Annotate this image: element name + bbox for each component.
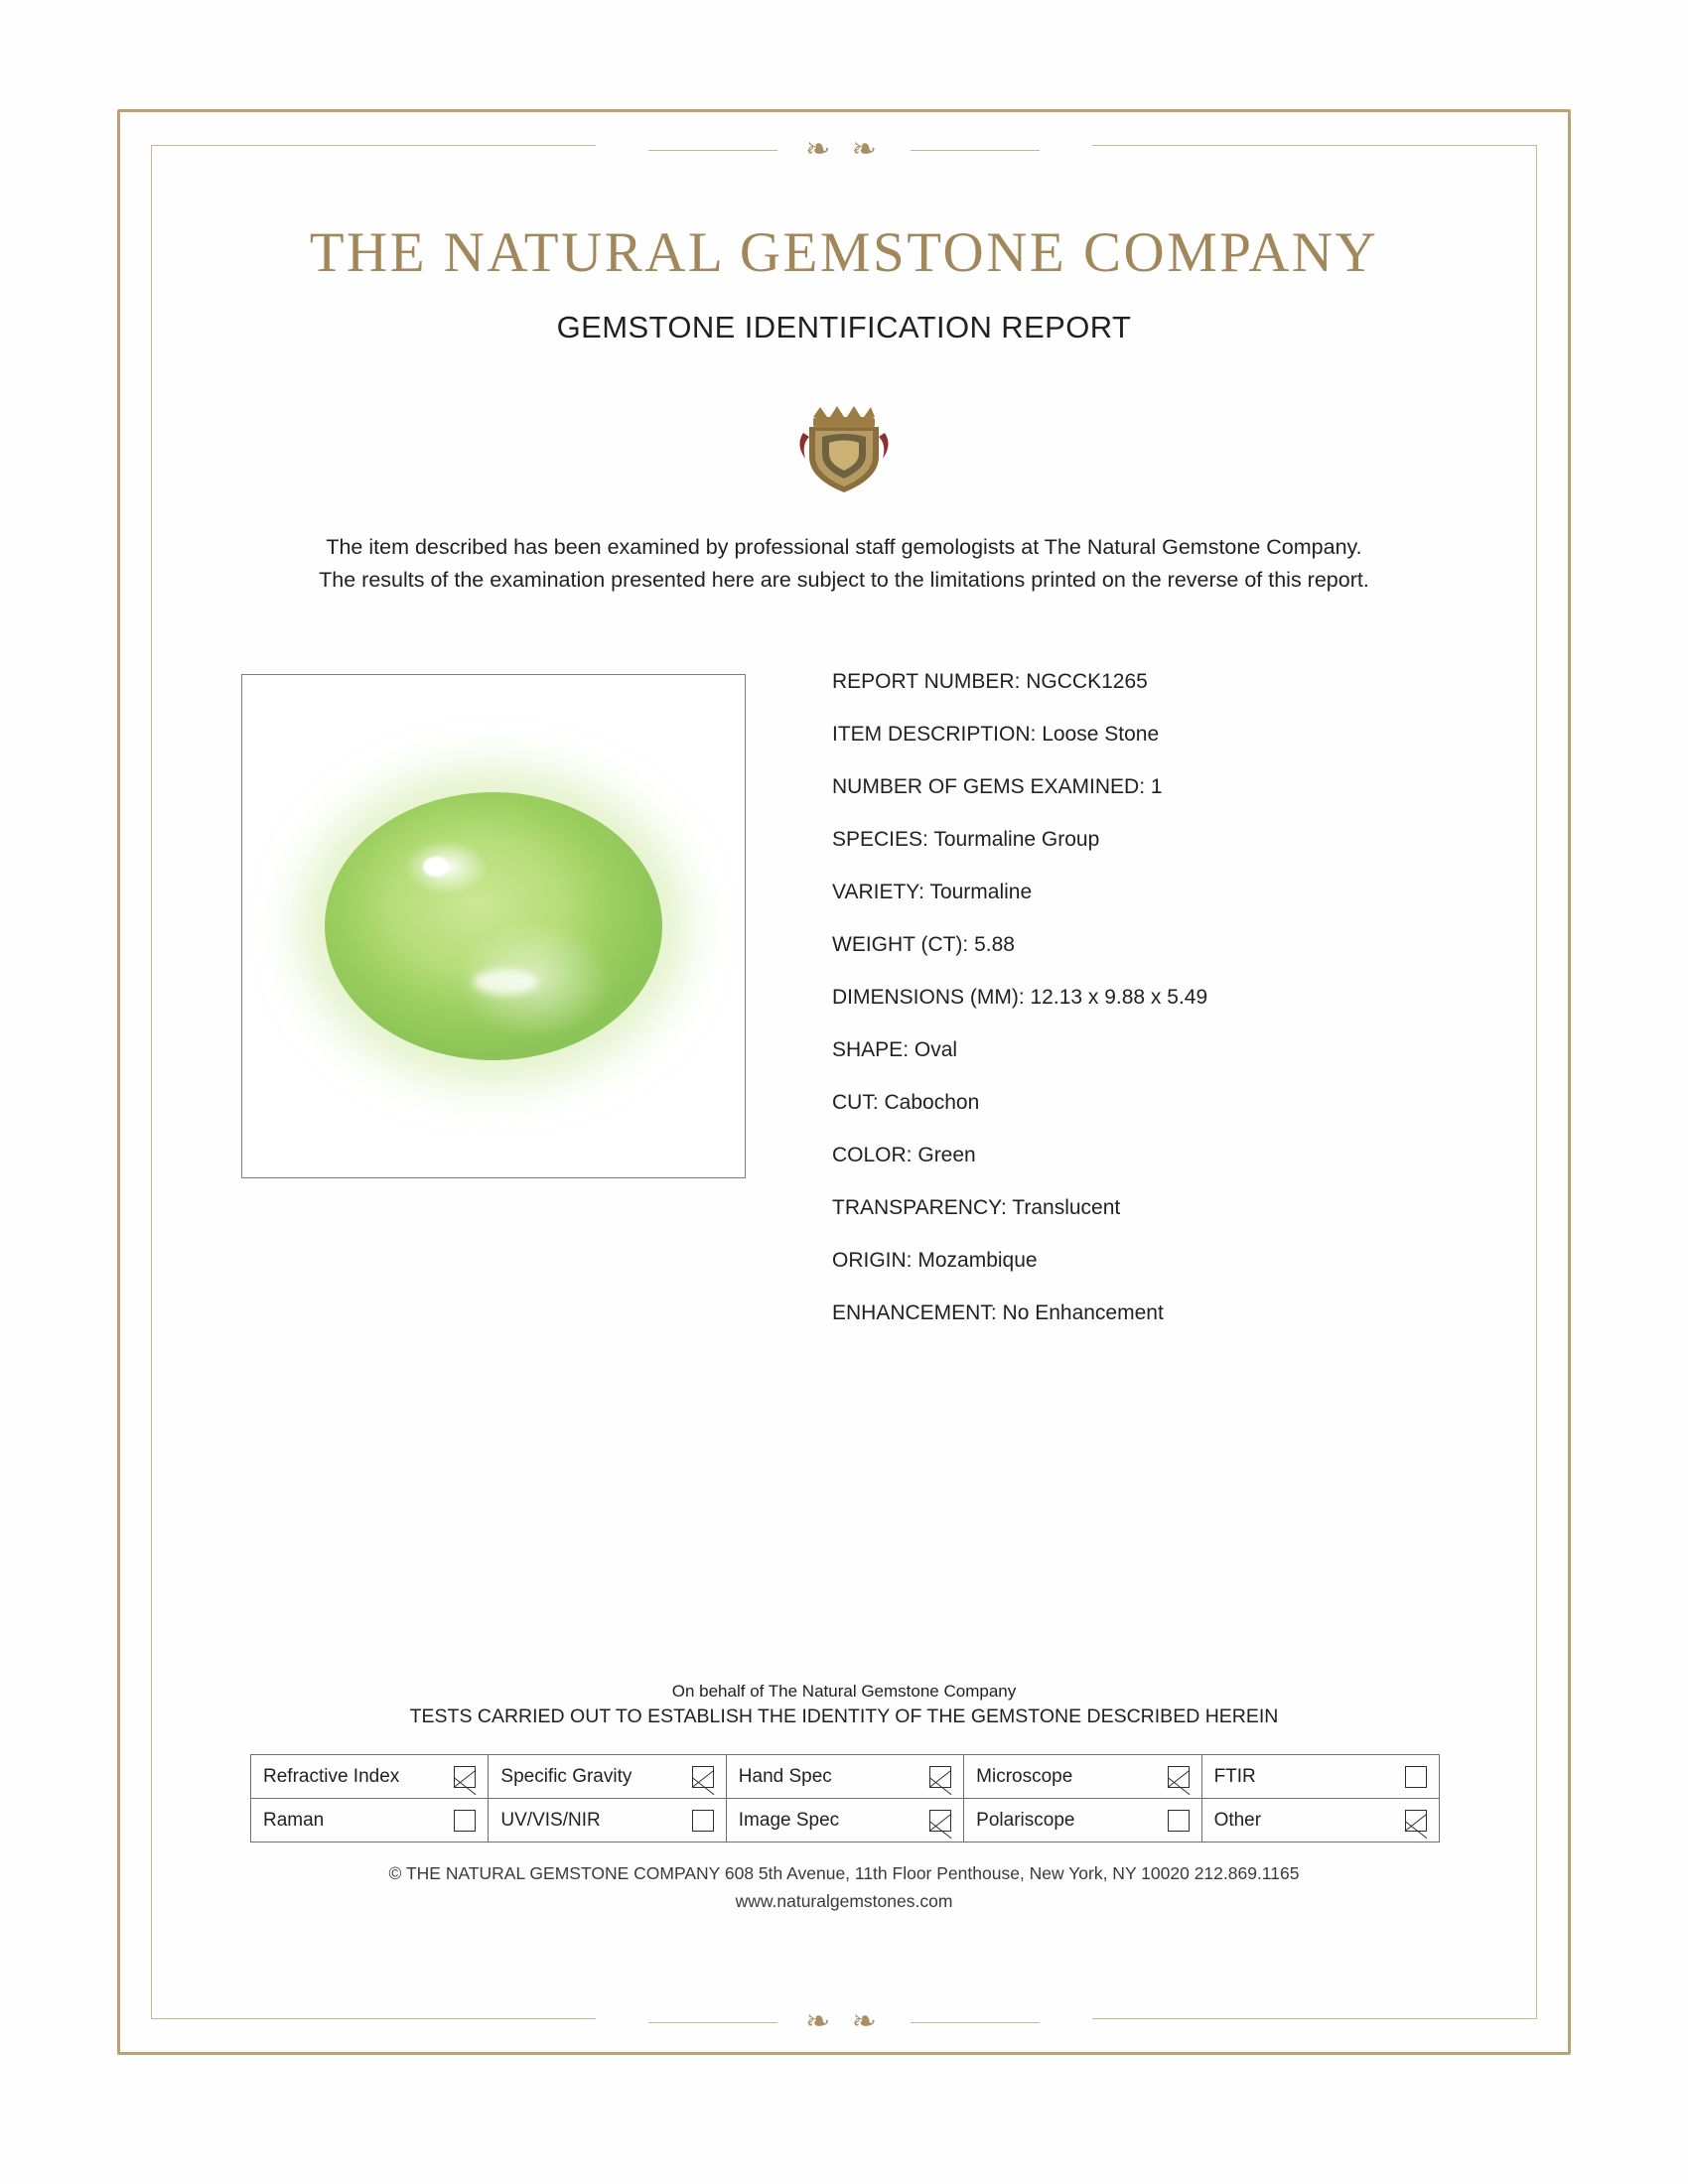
detail-value: 1 (1150, 775, 1163, 798)
detail-value: Oval (914, 1038, 958, 1061)
detail-color (832, 1145, 1468, 1166)
test-label: Other (1213, 1809, 1262, 1831)
detail-label: CUT: (832, 1091, 879, 1114)
detail-value: Translucent (1012, 1196, 1121, 1219)
checkbox-other[interactable] (1405, 1810, 1427, 1832)
test-label: Image Spec (738, 1809, 840, 1831)
detail-value: Tourmaline Group (933, 828, 1100, 851)
detail-value: Mozambique (917, 1249, 1038, 1272)
detail-cut (832, 1092, 1468, 1114)
company-crest-icon (789, 397, 899, 496)
detail-dimensions (832, 987, 1468, 1009)
gem-highlight-primary (423, 857, 449, 877)
tests-table (250, 1754, 1440, 1843)
intro-line-1: The item described has been examined by professional staff gemologists at The Natural Gemstone Company. (326, 535, 1362, 559)
test-label: Polariscope (976, 1809, 1075, 1831)
checkbox-image-spec[interactable] (929, 1810, 951, 1832)
test-label: Specific Gravity (500, 1765, 633, 1787)
detail-label: ORIGIN: (832, 1249, 913, 1272)
detail-enhancement (832, 1302, 1468, 1324)
detail-value: Tourmaline (929, 881, 1033, 903)
detail-value: NGCCK1265 (1026, 670, 1148, 693)
test-cell-uv-vis-nir[interactable] (489, 1799, 726, 1843)
detail-value: No Enhancement (1002, 1301, 1164, 1324)
company-title: THE NATURAL GEMSTONE COMPANY (309, 221, 1379, 284)
detail-value: 5.88 (974, 933, 1015, 956)
detail-label: TRANSPARENCY: (832, 1196, 1007, 1219)
test-label: Raman (263, 1809, 325, 1831)
checkbox-polariscope[interactable] (1168, 1810, 1190, 1832)
detail-value: Green (917, 1144, 976, 1166)
detail-shape (832, 1039, 1468, 1061)
ornament-bottom (596, 2004, 1092, 2039)
copyright-block (0, 1859, 1688, 1915)
detail-label: SHAPE: (832, 1038, 910, 1061)
ornament-rule-left (648, 150, 777, 151)
test-label: UV/VIS/NIR (500, 1809, 601, 1831)
flourish-icon: ❧ ❧ (805, 2004, 883, 2039)
test-cell-polariscope[interactable] (964, 1799, 1201, 1843)
detail-label: COLOR: (832, 1144, 913, 1166)
test-cell-image-spec[interactable] (726, 1799, 963, 1843)
test-cell-hand-spec[interactable] (726, 1755, 963, 1799)
detail-origin (832, 1250, 1468, 1272)
checkbox-hand-spec[interactable] (929, 1766, 951, 1788)
detail-value: Cabochon (884, 1091, 980, 1114)
ornament-top (596, 132, 1092, 167)
detail-label: ITEM DESCRIPTION: (832, 723, 1037, 746)
checkbox-ftir[interactable] (1405, 1766, 1427, 1788)
test-cell-specific-gravity[interactable] (489, 1755, 726, 1799)
detail-report-number (832, 671, 1468, 693)
on-behalf-text: On behalf of The Natural Gemstone Company (671, 1682, 1017, 1701)
test-cell-refractive-index[interactable] (251, 1755, 489, 1799)
test-cell-raman[interactable] (251, 1799, 489, 1843)
detail-label: REPORT NUMBER: (832, 670, 1021, 693)
detail-label: DIMENSIONS (MM): (832, 986, 1025, 1009)
detail-label: ENHANCEMENT: (832, 1301, 997, 1324)
detail-species (832, 829, 1468, 851)
detail-weight (832, 934, 1468, 956)
checkbox-uv-vis-nir[interactable] (692, 1810, 714, 1832)
intro-line-2: The results of the examination presented here are subject to the limitations printed on the reverse of this report. (319, 568, 1369, 592)
test-label: Hand Spec (738, 1765, 832, 1787)
gemstone-details-list (832, 671, 1468, 1355)
ornament-rule-right (911, 2022, 1040, 2023)
detail-number-of-gems (832, 776, 1468, 798)
test-label: FTIR (1213, 1765, 1256, 1787)
page-title: GEMSTONE IDENTIFICATION REPORT (556, 310, 1132, 344)
gemstone-cabochon (325, 792, 662, 1060)
detail-value: Loose Stone (1042, 723, 1160, 746)
ornament-rule-right (911, 150, 1040, 151)
table-row (251, 1799, 1440, 1843)
website-link[interactable]: www.naturalgemstones.com (735, 1891, 953, 1911)
checkbox-microscope[interactable] (1168, 1766, 1190, 1788)
test-cell-ftir[interactable] (1201, 1755, 1439, 1799)
test-label: Refractive Index (263, 1765, 400, 1787)
test-cell-microscope[interactable] (964, 1755, 1201, 1799)
detail-variety (832, 882, 1468, 903)
test-cell-other[interactable] (1201, 1799, 1439, 1843)
copyright-line-1: © THE NATURAL GEMSTONE COMPANY 608 5th Avenue, 11th Floor Penthouse, New York, NY 10020 212.869.1165 (388, 1863, 1300, 1883)
detail-transparency (832, 1197, 1468, 1219)
gem-highlight-secondary (474, 969, 537, 995)
detail-label: NUMBER OF GEMS EXAMINED: (832, 775, 1146, 798)
detail-label: VARIETY: (832, 881, 924, 903)
checkbox-specific-gravity[interactable] (692, 1766, 714, 1788)
table-row (251, 1755, 1440, 1799)
ornament-rule-left (648, 2022, 777, 2023)
detail-item-description (832, 724, 1468, 746)
detail-value: 12.13 x 9.88 x 5.49 (1030, 986, 1208, 1009)
checkbox-refractive-index[interactable] (454, 1766, 476, 1788)
intro-paragraph (0, 531, 1688, 597)
test-label: Microscope (976, 1765, 1073, 1787)
gemstone-image (241, 674, 746, 1178)
detail-label: WEIGHT (CT): (832, 933, 969, 956)
detail-label: SPECIES: (832, 828, 928, 851)
flourish-icon: ❧ ❧ (805, 132, 883, 167)
tests-heading: TESTS CARRIED OUT TO ESTABLISH THE IDENTITY OF THE GEMSTONE DESCRIBED HEREIN (409, 1706, 1279, 1727)
checkbox-raman[interactable] (454, 1810, 476, 1832)
